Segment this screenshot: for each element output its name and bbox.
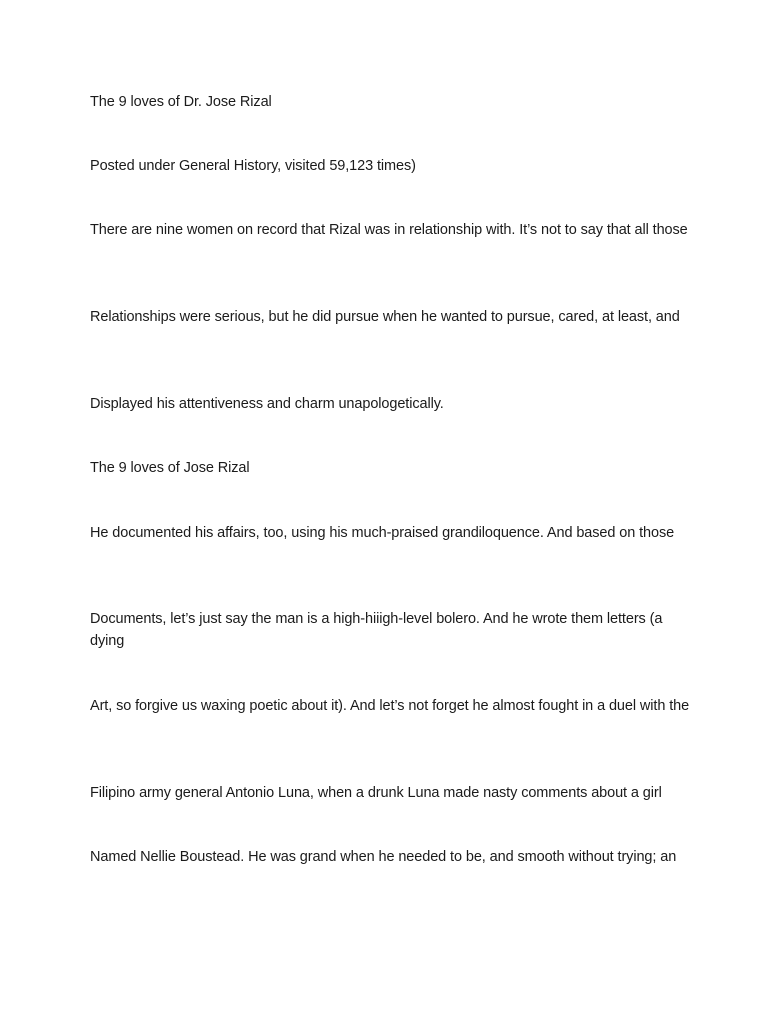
body-paragraph: Art, so forgive us waxing poetic about it). And let’s not forget he almost fought in a duel with the bbox=[90, 698, 690, 714]
section-heading: The 9 loves of Jose Rizal bbox=[90, 460, 250, 476]
body-paragraph: He documented his affairs, too, using his much-praised grandiloquence. And based on those bbox=[90, 525, 675, 541]
post-meta: Posted under General History, visited 59,123 times) bbox=[90, 158, 416, 174]
document-title: The 9 loves of Dr. Jose Rizal bbox=[90, 94, 272, 110]
body-paragraph: Named Nellie Boustead. He was grand when he needed to be, and smooth without trying; an bbox=[90, 849, 677, 865]
body-paragraph: Documents, let’s just say the man is a high-hiiigh-level bolero. And he wrote them letters (a dying bbox=[90, 611, 663, 649]
body-paragraph: Filipino army general Antonio Luna, when a drunk Luna made nasty comments about a girl bbox=[90, 785, 662, 801]
body-paragraph: There are nine women on record that Rizal was in relationship with. It’s not to say that all those bbox=[90, 222, 688, 238]
body-paragraph: Relationships were serious, but he did pursue when he wanted to pursue, cared, at least, and bbox=[90, 309, 680, 325]
body-paragraph: Displayed his attentiveness and charm unapologetically. bbox=[90, 396, 444, 412]
